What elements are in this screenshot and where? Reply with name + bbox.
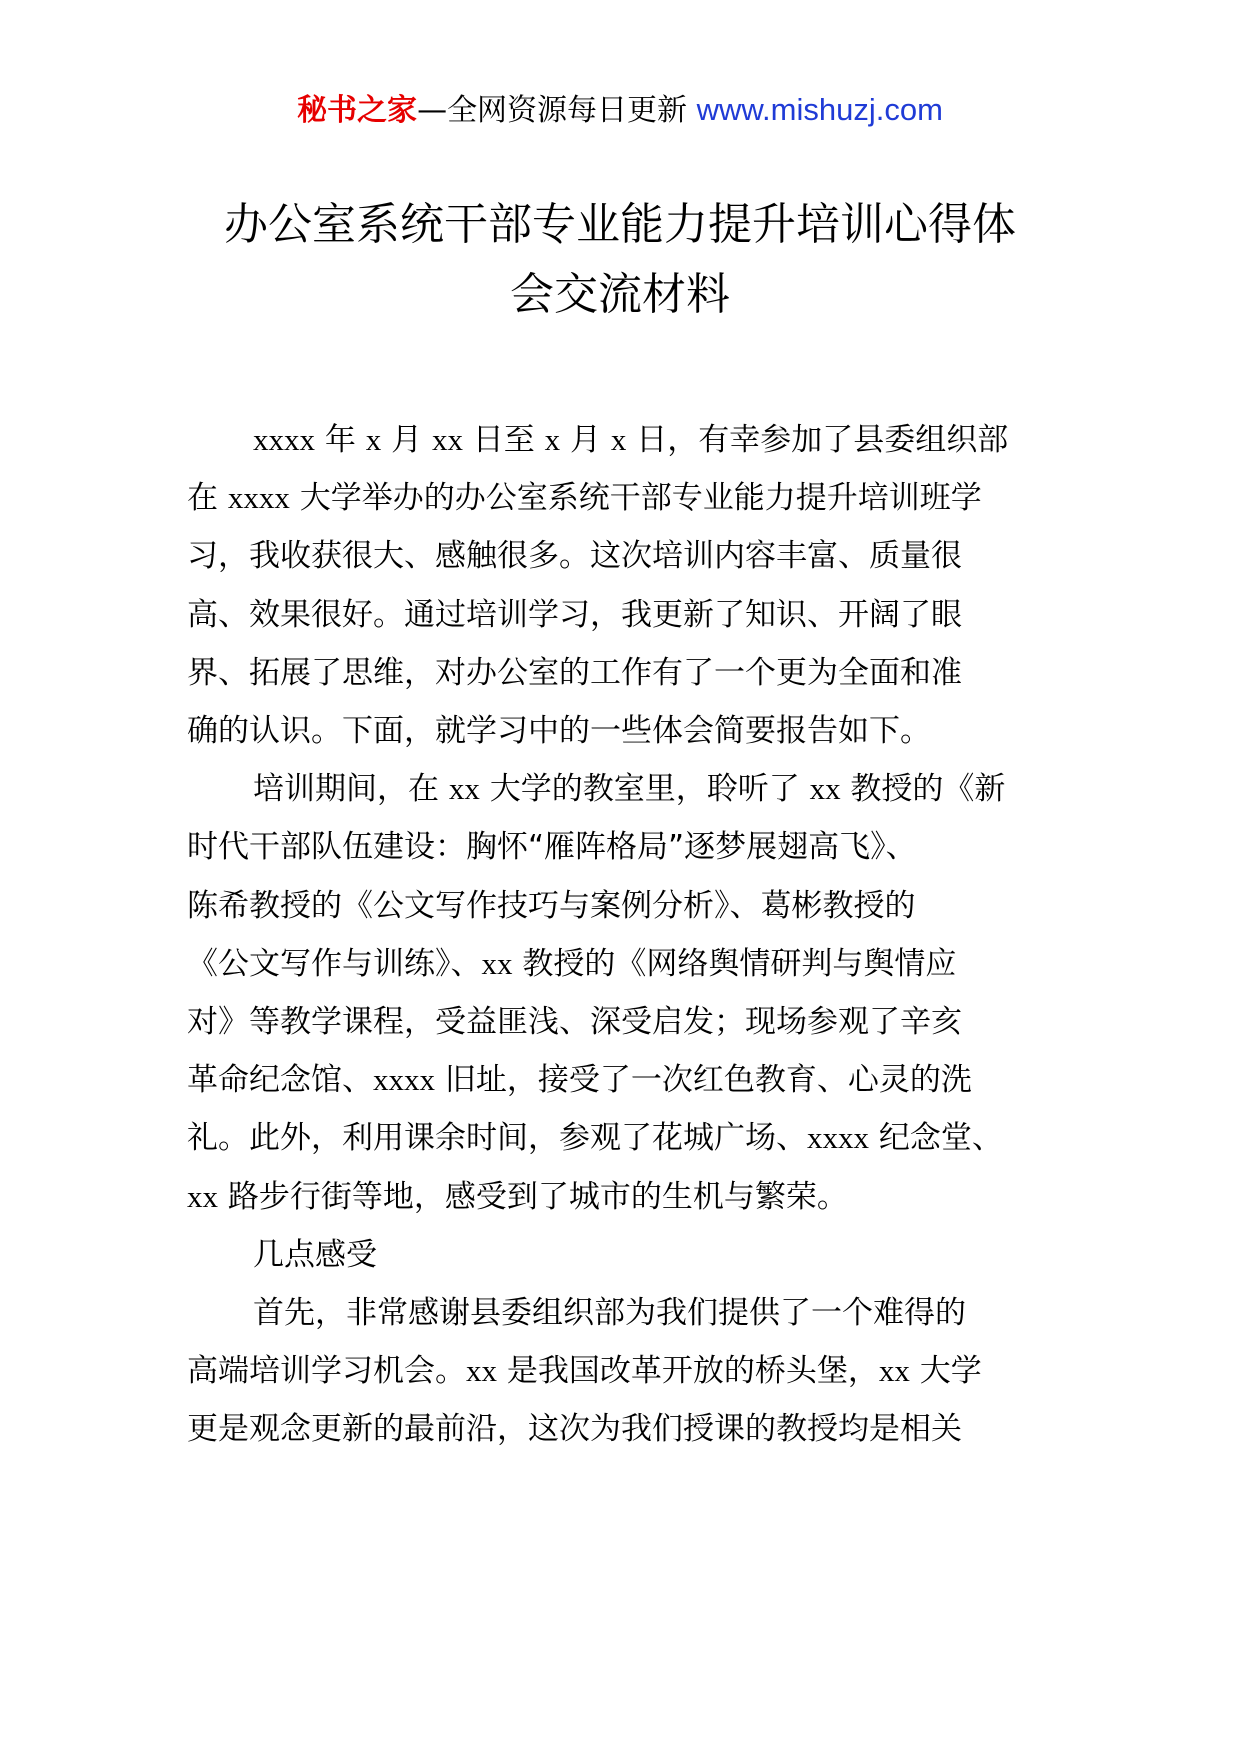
body-line: 在 xxxx 大学举办的办公室系统干部专业能力提升培训班学: [187, 480, 982, 517]
header-tagline: —全网资源每日更新: [417, 93, 688, 128]
body-line: 更是观念更新的最前沿，这次为我们授课的教授均是相关: [187, 1411, 962, 1448]
body-line: 几点感受: [253, 1236, 377, 1273]
body-line: 培训期间，在 xx 大学的教室里，聆听了 xx 教授的《新: [253, 771, 1006, 808]
body-line: 陈希教授的《公文写作技巧与案例分析》、葛彬教授的: [187, 887, 916, 924]
body-line: 革命纪念馆、xxxx 旧址，接受了一次红色教育、心灵的洗: [187, 1062, 972, 1099]
document-title: [150, 190, 1090, 330]
body-line: xx 路步行街等地，感受到了城市的生机与繁荣。: [187, 1178, 848, 1215]
body-line: 首先，非常感谢县委组织部为我们提供了一个难得的: [253, 1295, 966, 1331]
body-line: 时代干部队伍建设：胸怀“雁阵格局”逐梦展翅高飞》、: [187, 829, 917, 866]
body-line: 确的认识。下面，就学习中的一些体会简要报告如下。: [187, 713, 931, 749]
body-line: 习，我收获很大、感触很多。这次培训内容丰富、质量很: [187, 538, 962, 575]
body-line: 对》等教学课程，受益匪浅、深受启发；现场参观了辛亥: [187, 1004, 962, 1040]
body-line: 礼。此外，利用课余时间，参观了花城广场、xxxx 纪念堂、: [187, 1120, 1003, 1157]
title-line-2: 会交流材料: [510, 269, 730, 320]
title-line-1: 办公室系统干部专业能力提升培训心得体: [224, 199, 1016, 250]
body-line: xxxx 年 x 月 xx 日至 x 月 x 日，有幸参加了县委组织部: [253, 422, 1009, 458]
brand-name: 秘书之家: [297, 93, 418, 128]
body-line: 高、效果很好。通过培训学习，我更新了知识、开阔了眼: [187, 596, 962, 633]
page-header: [0, 88, 1240, 133]
body-line: 高端培训学习机会。xx 是我国改革开放的桥头堡，xx 大学: [187, 1353, 982, 1390]
body-line: 界、拓展了思维，对办公室的工作有了一个更为全面和准: [187, 654, 962, 691]
site-url-link[interactable]: www.mishuzj.com: [696, 92, 943, 127]
body-line: 《公文写作与训练》、xx 教授的《网络舆情研判与舆情应: [187, 945, 957, 982]
